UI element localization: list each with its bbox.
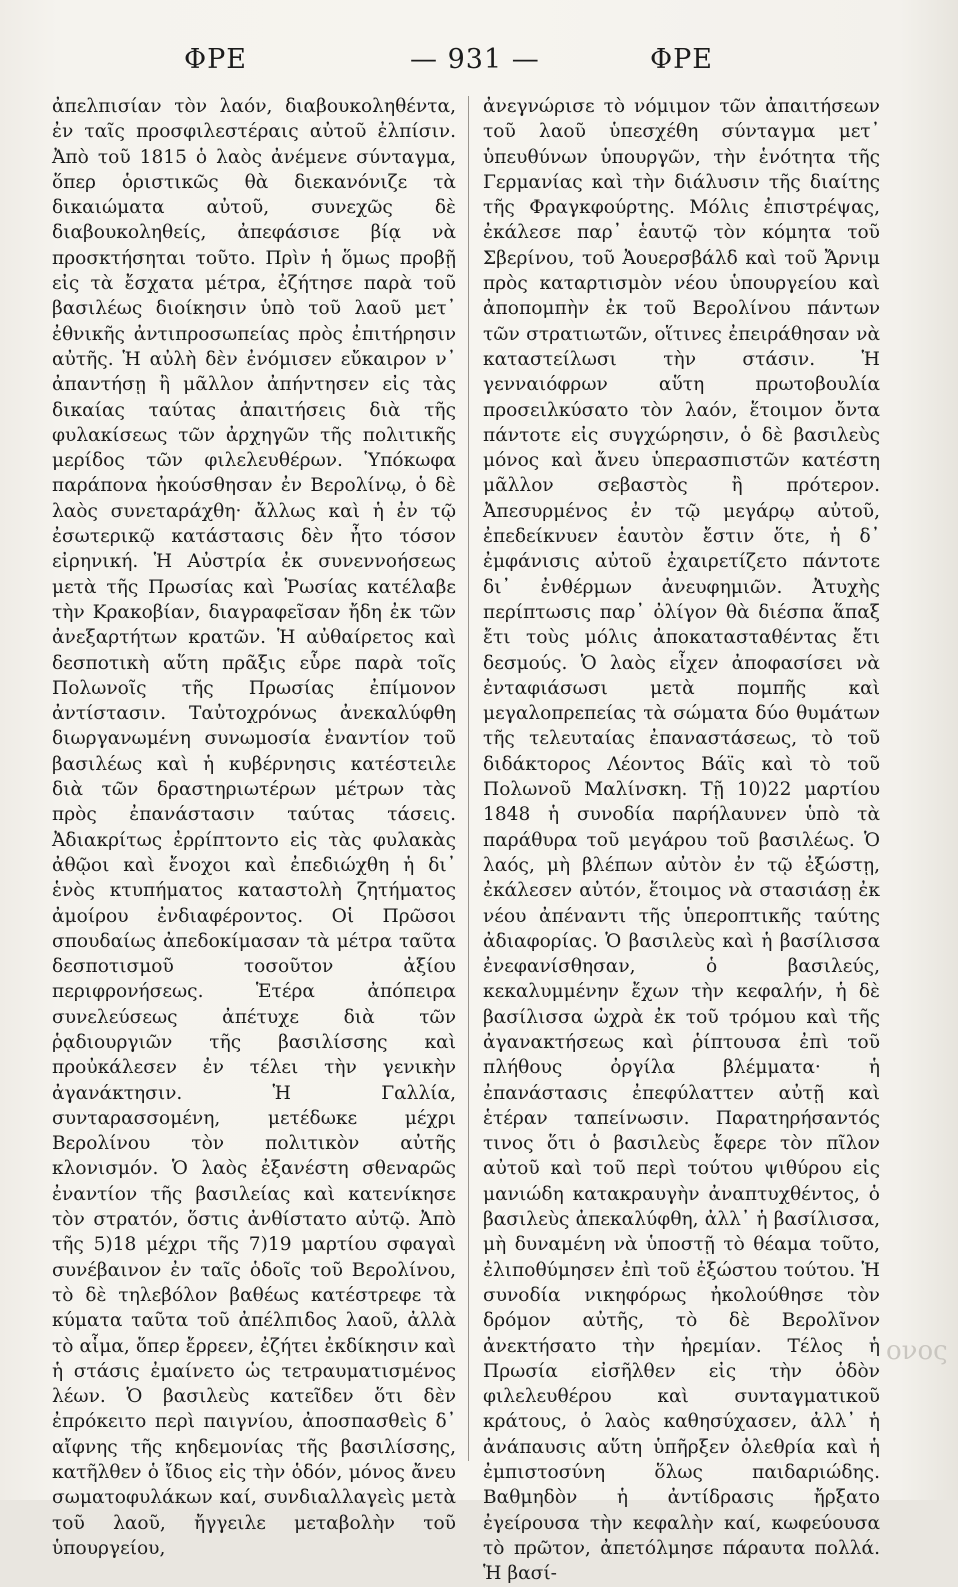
text-column-left: ἀπελπισίαν τὸν λαόν, διαβουκοληθέντα, ἐν ταῖς προσφιλεστέραις αὐτοῦ ἐλπίσιν. Ἀπὸ τοῦ 1815 ὁ λαὸς ἀνέμενε σύνταγμα, ὅπερ ὁριστικῶς θὰ διεκανόνιζε τὰ δικαιώματα αὐτοῦ, συνεχῶς δὲ διαβουκοληθείς, ἀπεφάσισε βίᾳ νὰ προσκτήσηται τοῦτο. Πρὶν ἡ ὅμως προβῇ εἰς τὰ ἔσχατα μέτρα, ἐζήτησε παρὰ τοῦ βασιλέως διοίκησιν ὑπὸ τοῦ λαοῦ μετ᾽ ἐθνικῆς ἀντιπροσωπείας πρὸς ἐπιτήρησιν αὐτῆς. Ἡ αὐλὴ δὲν ἐνόμισεν εὔκαιρον ν᾽ ἀπαντήσῃ ἢ μᾶλλον ἀπήντησεν εἰς τὰς δικαίας ταύτας ἀπαιτήσεις διὰ τῆς φυλακίσεως τῶν ἀρχηγῶν τῆς πολιτικῆς μερίδος τῶν φιλελευθέρων. Ὑπόκωφα παράπονα ἠκούσθησαν ἐν Βερολίνῳ, ὁ δὲ λαὸς συνεταράχθη· ἄλλως καὶ ἡ ἐν τῷ ἐσωτερικῷ κατάστασις δὲν ἦτο τόσον εἰρηνική. Ἡ Αὐστρία ἐκ συνεννοήσεως μετὰ τῆς Πρωσίας καὶ Ῥωσίας κατέλαβε τὴν Κρακοβίαν, διαγραφεῖσαν ἤδη ἐκ τῶν ἀνεξαρτήτων κρατῶν. Ἡ αὐθαίρετος καὶ δεσποτικὴ αὕτη πρᾶξις εὗρε παρὰ τοῖς Πολωνοῖς τῆς Πρωσίας ἐπίμονον ἀντίστασιν. Ταὐτοχρόνως ἀνεκαλύφθη διωργανωμένη συνωμοσία ἐναντίον τοῦ βασιλέως καὶ ἡ κυβέρνησις κατέστειλε διὰ τῶν δραστηριωτέρων μέτρων τὰς πρὸς ἐπανάστασιν ταύτας τάσεις. Ἀδιακρίτως ἐρρίπτοντο εἰς τὰς φυλακὰς ἀθῷοι καὶ ἔνοχοι καὶ ἐπεδιώχθη ἡ δι᾽ ἑνὸς κτυπήματος καταστολὴ ζητήματος ἀμοίρου ἐνδιαφέροντος. Οἱ Πρῶσοι σπουδαίως ἀπεδοκίμασαν τὰ μέτρα ταῦτα δεσποτισμοῦ τοσοῦτον ἀξίου περιφρονήσεως. Ἑτέρα ἀπόπειρα συνελεύσεως ἀπέτυχε διὰ τῶν ῥᾳδιουργιῶν τῆς βασιλίσσης καὶ προὐκάλεσεν ἐν τέλει τὴν γενικὴν ἀγανάκτησιν. Ἡ Γαλλία, συνταρασσομένη, μετέδωκε μέχρι Βερολίνου τὸν πολιτικὸν αὐτῆς κλονισμόν. Ὁ λαὸς ἐξανέστη σθεναρῶς ἐναντίον τῆς βασιλείας καὶ κατενίκησε τὸν στρατόν, ὅστις ἀνθίστατο αὐτῷ. Ἀπὸ τῆς 5)18 μέχρι τῆς 7)19 μαρτίου σφαγαὶ συνέβαινον ἐν ταῖς ὁδοῖς τοῦ Βερολίνου, τὸ δὲ τηλεβόλον βαθέως κατέστρεφε τὰ κύματα ταῦτα τοῦ ἀπέλπιδος λαοῦ, ἀλλὰ τὸ αἷμα, ὅπερ ἔρρεεν, ἐζήτει ἐκδίκησιν καὶ ἡ στάσις ἐμαίνετο ὡς τετραυματισμένος λέων. Ὁ βασιλεὺς κατεῖδεν ὅτι δὲν ἐπρόκειτο περὶ παιγνίου, ἀποσπασθεὶς δ᾽ αἴφνης τῆς κηδεμονίας τῆς βασιλίσσης, κατῆλθεν ὁ ἴδιος εἰς τὴν ὁδόν, μόνος ἄνευ σωματοφυλάκων καί, συνδιαλλαγεὶς μετὰ τοῦ λαοῦ, ἤγγειλε μεταβολὴν τοῦ ὑπουργείου, <box>52 96 456 1559</box>
header-guide-word-right: ΦΡΕ <box>650 44 714 75</box>
header-guide-word-left: ΦΡΕ <box>184 44 248 75</box>
text-column-right: ἀνεγνώρισε τὸ νόμιμον τῶν ἀπαιτήσεων τοῦ λαοῦ ὑπεσχέθη σύνταγμα μετ᾽ ὑπευθύνων ὑπουργῶν, τὴν ἑνότητα τῆς Γερμανίας καὶ τὴν διάλυσιν τῆς διαίτης τῆς Φραγκφούρτης. Μόλις ἐπιστρέψας, ἐκάλεσε παρ᾽ ἑαυτῷ τὸν κόμητα τοῦ Σβερίνου, τοῦ Ἀουερσβάλδ καὶ τοῦ Ἄρνιμ πρὸς καταρτισμὸν νέου ὑπουργείου καὶ ἀποπομπὴν ἐκ τοῦ Βερολίνου πάντων τῶν στρατιωτῶν, οἵτινες ἐπειράθησαν νὰ καταστείλωσι τὴν στάσιν. Ἡ γενναιόφρων αὕτη πρωτοβουλία προσειλκύσατο τὸν λαόν, ἕτοιμον ὄντα πάντοτε εἰς συγχώρησιν, ὁ δὲ βασιλεὺς μόνος καὶ ἄνευ ὑπερασπιστῶν κατέστη μᾶλλον σεβαστὸς ἢ πρότερον. Ἀπεσυρμένος ἐν τῷ μεγάρῳ αὐτοῦ, ἐπεδείκνυεν ἑαυτὸν ἔστιν ὅτε, ἡ δ᾽ ἐμφάνισις αὐτοῦ ἐχαιρετίζετο πάντοτε δι᾽ ἐνθέρμων ἀνευφημιῶν. Ἀτυχὴς περίπτωσις παρ᾽ ὀλίγον θὰ διέσπα ἅπαξ ἔτι τοὺς μόλις ἀποκατασταθέντας ἔτι δεσμούς. Ὁ λαὸς εἶχεν ἀποφασίσει νὰ ἐνταφιάσωσι μετὰ πομπῆς καὶ μεγαλοπρεπείας τὰ σώματα δύο θυμάτων τῆς τελευταίας ἐπαναστάσεως, τὸ τοῦ διδάκτορος Λέοντος Βάϊς καὶ τὸ τοῦ Πολωνοῦ Μαλίνσκη. Τῇ 10)22 μαρτίου 1848 ἡ συνοδία παρήλαυνεν ὑπὸ τὰ παράθυρα τοῦ μεγάρου τοῦ βασιλέως. Ὁ λαός, μὴ βλέπων αὐτὸν ἐν τῷ ἐξώστῃ, ἐκάλεσεν αὐτόν, ἕτοιμος νὰ στασιάσῃ ἐκ νέου ἀπέναντι τῆς ὑπεροπτικῆς ταύτης ἀδιαφορίας. Ὁ βασιλεὺς καὶ ἡ βασίλισσα ἐνεφανίσθησαν, ὁ βασιλεύς, κεκαλυμμένην ἔχων τὴν κεφαλήν, ἡ δὲ βασίλισσα ὠχρὰ ἐκ τοῦ τρόμου καὶ τῆς ἀγανακτήσεως καὶ ῥίπτουσα ἐπὶ τοῦ πλήθους ὀργίλα βλέμματα· ἡ ἐπανάστασις ἐπεφύλαττεν αὐτῇ καὶ ἑτέραν ταπείνωσιν. Παρατηρήσαντός τινος ὅτι ὁ βασιλεὺς ἔφερε τὸν πῖλον αὐτοῦ καὶ τοῦ περὶ τούτου ψιθύρου εἰς μανιώδη κατακραυγὴν ἀναπτυχθέντος, ὁ βασιλεὺς ἀπεκαλύφθη, ἀλλ᾽ ἡ βασίλισσα, μὴ δυναμένη νὰ ὑποστῇ τὸ θέαμα τοῦτο, ἐλιποθύμησεν ἐπὶ τοῦ ἐξώστου τούτου. Ἡ συνοδία νικηφόρως ἠκολούθησε τὸν δρόμον αὐτῆς, τὸ δὲ Βερολῖνον ἀνεκτήσατο τὴν ἠρεμίαν. Τέλος ἡ Πρωσία εἰσῆλθεν εἰς τὴν ὁδὸν φιλελευθέρου καὶ συνταγματικοῦ κράτους, ὁ λαὸς καθησύχασεν, ἀλλ᾽ ἡ ἀνάπαυσις αὕτη ὑπῆρξεν ὀλεθρία καὶ ἡ ἐμπιστοσύνη ὅλως παιδαριώδης. Βαθμηδὸν ἡ ἀντίδρασις ἤρξατο ἐγείρουσα τὴν κεφαλὴν καί, κωφεύουσα τὸ πρῶτον, ἀπετόλμησε πάραυτα πολλά. Ἡ βασί- <box>483 96 880 1585</box>
bleed-through-text: ονος <box>886 1336 948 1366</box>
column-divider <box>468 96 469 1461</box>
running-header <box>0 44 958 94</box>
page-number: — 931 — <box>410 44 540 75</box>
